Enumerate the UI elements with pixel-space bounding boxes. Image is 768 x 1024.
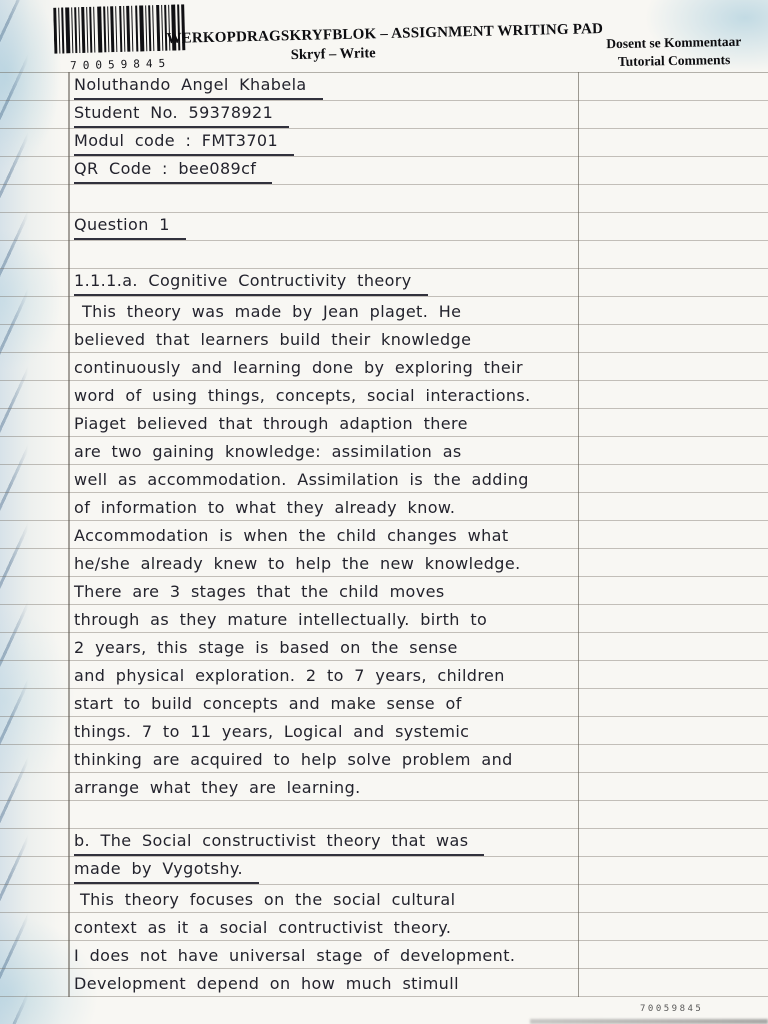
pad-title xyxy=(150,21,621,68)
pad-title-line1: WERKOPDRAGSKRYFBLOK – ASSIGNMENT WRITING PAD xyxy=(166,21,604,47)
handwriting-line xyxy=(0,409,768,437)
handwriting-line xyxy=(0,913,768,941)
handwriting-line xyxy=(0,717,768,745)
handwriting-text: are two gaining knowledge: assimilation as xyxy=(74,442,462,461)
handwriting-text: of information to what they already know. xyxy=(74,498,456,517)
handwriting-line xyxy=(0,605,768,633)
handwriting-text-underlined: b. The Social constructivist theory that was xyxy=(74,829,484,856)
handwriting-text-underlined: Question 1 xyxy=(74,213,186,240)
handwriting-line xyxy=(0,129,768,157)
comments-divider-line xyxy=(578,72,579,997)
handwriting-line xyxy=(0,689,768,717)
pad-title-line2: Skryf – Write xyxy=(290,45,376,64)
handwriting-text: 2 years, this stage is based on the sense xyxy=(74,638,458,657)
handwriting-line xyxy=(0,157,768,185)
scan-smudge xyxy=(530,1019,768,1024)
handwriting-line xyxy=(0,857,768,885)
handwriting-line xyxy=(0,521,768,549)
handwriting-text: continuously and learning done by exploring their xyxy=(74,358,523,377)
handwriting-line xyxy=(0,465,768,493)
footer-barcode-number: 70059845 xyxy=(640,1004,704,1014)
handwriting-line xyxy=(0,325,768,353)
handwriting-line xyxy=(0,661,768,689)
handwriting-text-underlined: Student No. 59378921 xyxy=(74,101,289,128)
handwriting-line xyxy=(0,941,768,969)
handwriting-text: context as it a social contructivist theory. xyxy=(74,918,452,937)
handwriting-text: start to build concepts and make sense of xyxy=(74,694,462,713)
handwriting-text: I does not have universal stage of development. xyxy=(74,946,516,965)
handwriting-line xyxy=(0,633,768,661)
handwriting-text-underlined: 1.1.1.a. Cognitive Contructivity theory xyxy=(74,269,428,296)
handwriting-text: This theory focuses on the social cultural xyxy=(80,890,456,909)
handwriting-line xyxy=(0,101,768,129)
handwriting-line xyxy=(0,549,768,577)
barcode-number: 70059845 xyxy=(70,56,172,73)
handwriting-text: things. 7 to 11 years, Logical and systemic xyxy=(74,722,470,741)
handwriting-line xyxy=(0,745,768,773)
left-margin-line xyxy=(68,72,70,997)
handwriting-line xyxy=(0,185,768,213)
handwriting-text: Piaget believed that through adaption there xyxy=(74,414,468,433)
handwriting-line xyxy=(0,381,768,409)
handwriting-text-underlined: Noluthando Angel Khabela xyxy=(74,73,323,100)
handwriting-line xyxy=(0,73,768,101)
handwriting-text: well as accommodation. Assimilation is the adding xyxy=(74,470,529,489)
handwriting-text: This theory was made by Jean plaget. He xyxy=(82,302,462,321)
handwriting-text: Development depend on how much stimull xyxy=(74,974,459,993)
handwriting-line xyxy=(0,241,768,269)
comments-header-line1: Dosent se Kommentaar xyxy=(606,33,742,52)
comments-header-line2: Tutorial Comments xyxy=(617,51,731,69)
handwriting-line xyxy=(0,297,768,325)
handwriting-text: and physical exploration. 2 to 7 years, children xyxy=(74,666,505,685)
comments-header xyxy=(584,32,765,70)
handwriting-text: word of using things, concepts, social interactions. xyxy=(74,386,531,405)
handwriting-text: believed that learners build their knowledge xyxy=(74,330,472,349)
handwriting-area xyxy=(0,72,768,997)
handwriting-text: Accommodation is when the child changes what xyxy=(74,526,509,545)
handwriting-text: There are 3 stages that the child moves xyxy=(74,582,445,601)
handwriting-line xyxy=(0,269,768,297)
handwriting-line xyxy=(0,801,768,829)
handwriting-text-underlined: made by Vygotshy. xyxy=(74,857,259,884)
handwriting-line xyxy=(0,437,768,465)
handwriting-text: he/she already knew to help the new knowledge. xyxy=(74,554,521,573)
handwriting-line xyxy=(0,577,768,605)
handwriting-text-underlined: QR Code : bee089cf xyxy=(74,157,272,184)
handwriting-line xyxy=(0,885,768,913)
handwriting-line xyxy=(0,213,768,241)
handwriting-line xyxy=(0,969,768,997)
handwriting-line xyxy=(0,829,768,857)
handwriting-line xyxy=(0,493,768,521)
handwriting-line xyxy=(0,773,768,801)
handwriting-text: thinking are acquired to help solve problem and xyxy=(74,750,513,769)
handwriting-text: through as they mature intellectually. birth to xyxy=(74,610,488,629)
handwriting-text: arrange what they are learning. xyxy=(74,778,361,797)
handwriting-text-underlined: Modul code : FMT3701 xyxy=(74,129,294,156)
handwriting-line xyxy=(0,353,768,381)
